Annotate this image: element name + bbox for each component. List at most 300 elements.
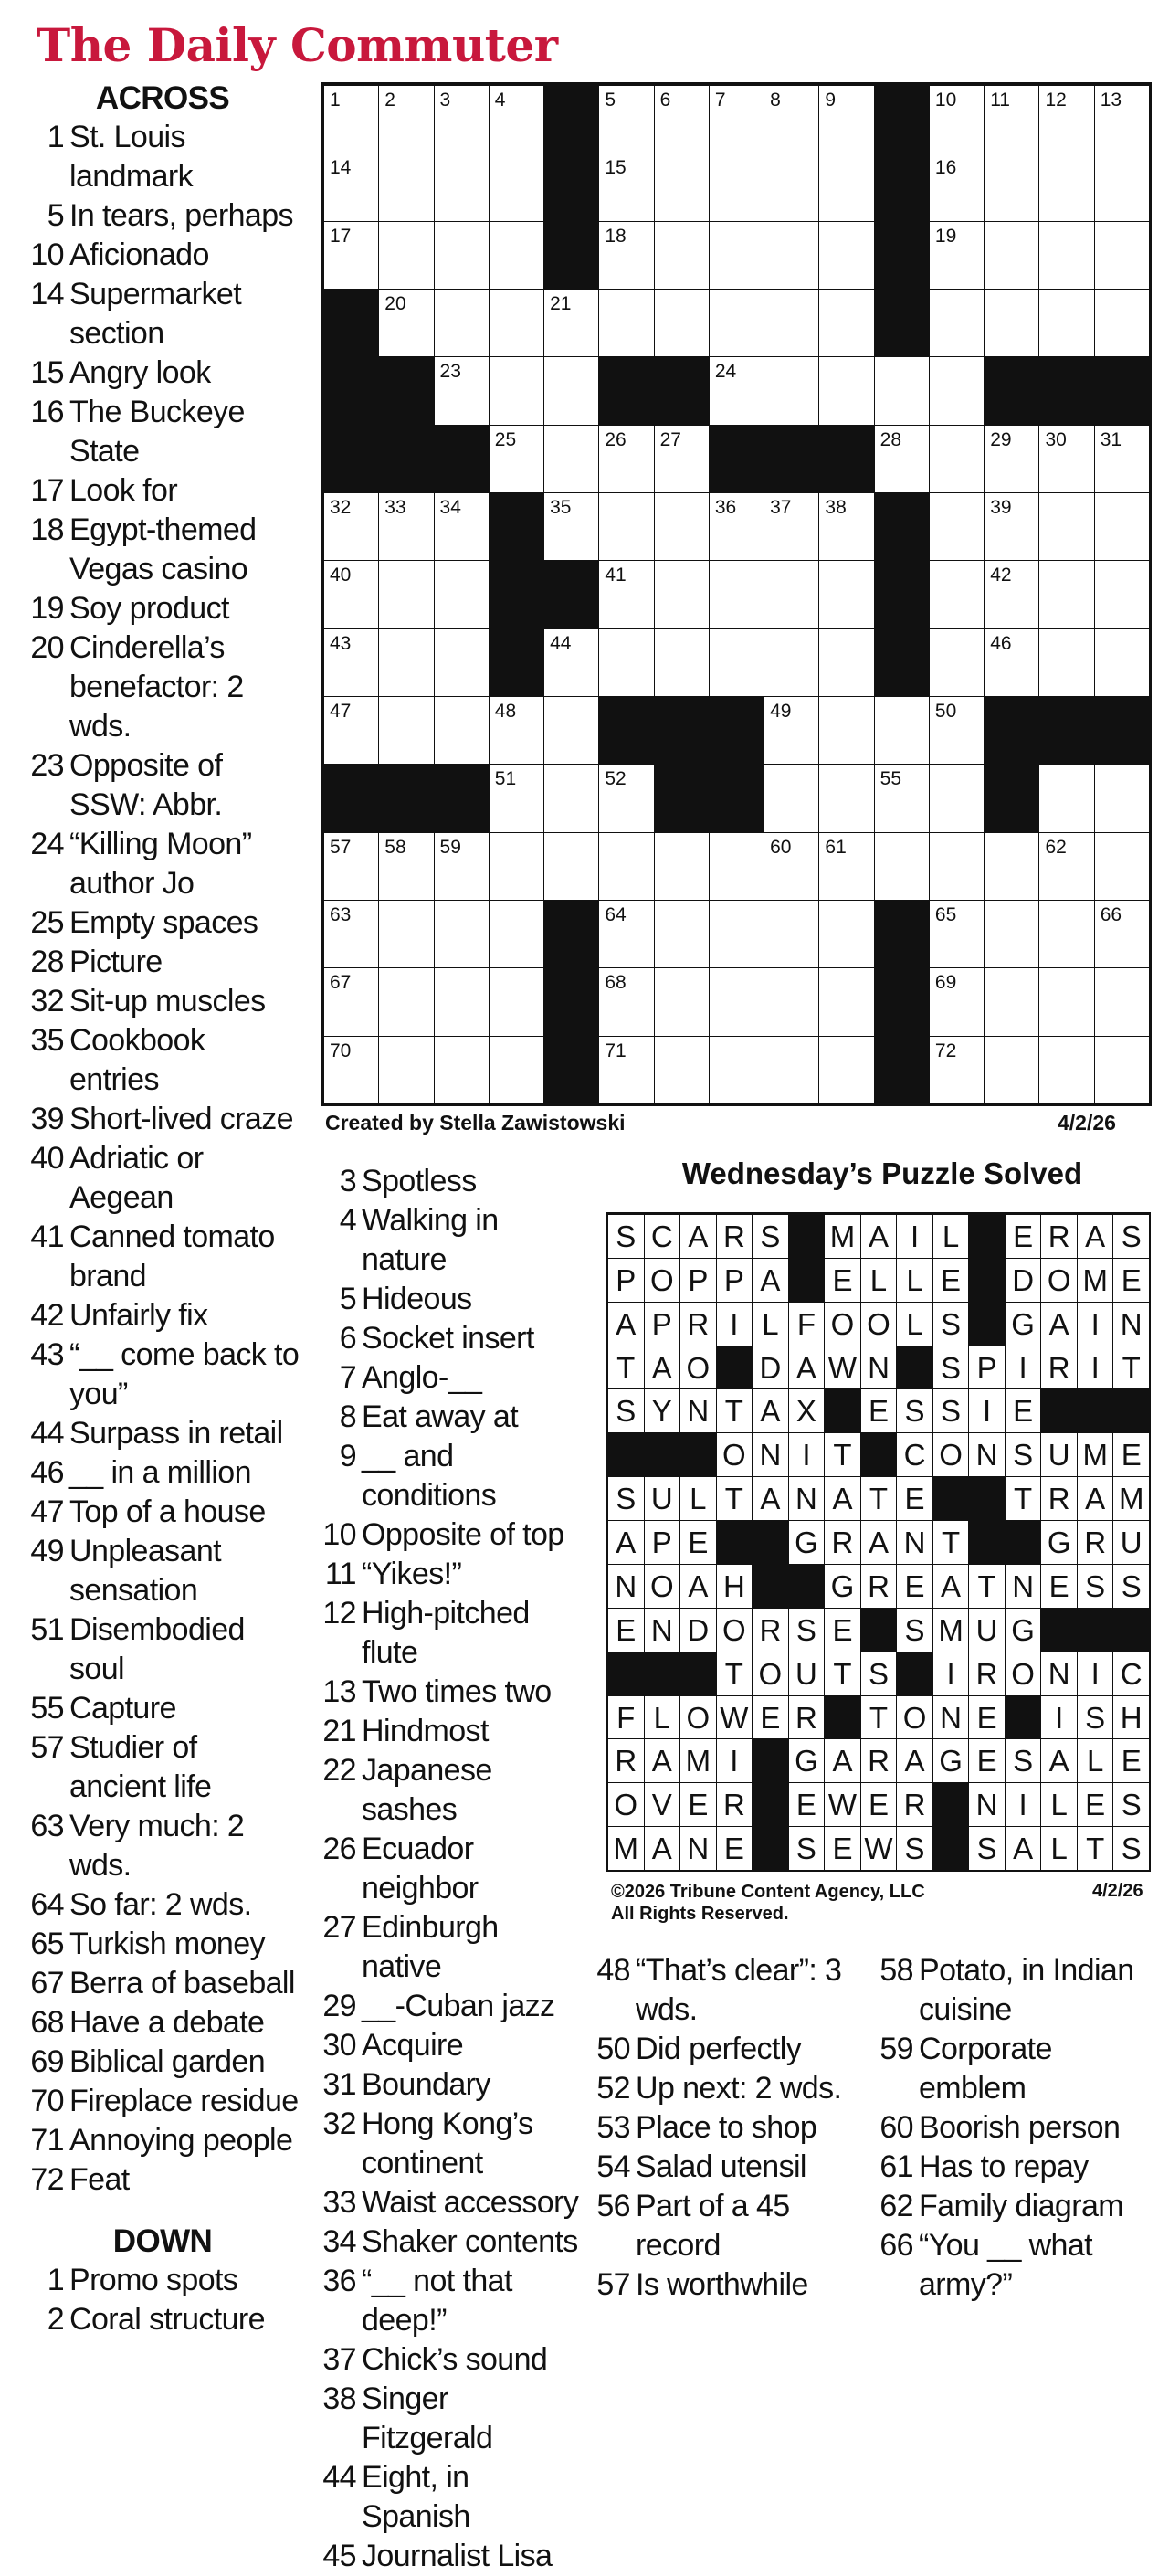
- clue-text: Singer Fitzgerald: [362, 2381, 493, 2455]
- clue-number: 45: [322, 2539, 356, 2573]
- solution-letter: S: [932, 1346, 970, 1390]
- down-clue: [318, 1751, 583, 1830]
- grid-cell[interactable]: [434, 85, 490, 153]
- solution-letter: R: [607, 1738, 645, 1783]
- grid-cell[interactable]: [929, 832, 985, 901]
- clue-number: 2: [47, 2302, 64, 2337]
- puzzle-date: 4/2/26: [1058, 1111, 1116, 1135]
- grid-cell[interactable]: [929, 289, 985, 357]
- grid-cell[interactable]: [764, 832, 819, 901]
- grid-cell[interactable]: [984, 900, 1039, 968]
- solution-letter: I: [716, 1302, 753, 1346]
- grid-cell[interactable]: [984, 560, 1039, 628]
- grid-cell[interactable]: [378, 900, 434, 968]
- grid-cell[interactable]: [818, 356, 874, 425]
- clue-text: So far: 2 wds.: [69, 1887, 252, 1922]
- clue-number: 59: [879, 2032, 913, 2066]
- grid-cell[interactable]: [984, 1036, 1039, 1104]
- clue-text: Look for: [69, 473, 178, 508]
- grid-cell[interactable]: [543, 425, 599, 493]
- clue-number: 55: [30, 1691, 64, 1726]
- grid-cell[interactable]: [984, 425, 1039, 493]
- grid-cell[interactable]: [598, 900, 654, 968]
- solution-letter: O: [896, 1695, 933, 1740]
- grid-cell[interactable]: [654, 560, 710, 628]
- clue-text: Place to shop: [636, 2110, 817, 2145]
- black-square: [378, 764, 434, 832]
- grid-cell[interactable]: [598, 425, 654, 493]
- grid-cell[interactable]: [323, 628, 379, 697]
- down-clue: [318, 1162, 583, 1201]
- cell-number: 18: [605, 225, 627, 247]
- solution-black-square: [824, 1695, 861, 1740]
- grid-cell[interactable]: [1094, 492, 1150, 561]
- grid-cell[interactable]: [654, 1036, 710, 1104]
- grid-cell[interactable]: [598, 153, 654, 221]
- solution-letter: D: [752, 1346, 789, 1390]
- grid-cell[interactable]: [378, 153, 434, 221]
- grid-cell[interactable]: [764, 221, 819, 290]
- across-clue: [26, 628, 300, 746]
- grid-cell[interactable]: [764, 967, 819, 1036]
- clue-text: Spotless: [362, 1164, 477, 1198]
- grid-cell[interactable]: [709, 1036, 764, 1104]
- grid-cell[interactable]: [818, 85, 874, 153]
- grid-cell[interactable]: [654, 967, 710, 1036]
- grid-cell[interactable]: [764, 560, 819, 628]
- grid-cell[interactable]: [434, 1036, 490, 1104]
- grid-cell[interactable]: [1094, 764, 1150, 832]
- grid-cell[interactable]: [764, 289, 819, 357]
- grid-cell[interactable]: [984, 832, 1039, 901]
- grid-cell[interactable]: [874, 764, 930, 832]
- grid-cell[interactable]: [489, 221, 544, 290]
- clue-text: Cinderella’s benefactor: 2 wds.: [69, 630, 244, 744]
- grid-cell[interactable]: [434, 289, 490, 357]
- grid-cell[interactable]: [709, 356, 764, 425]
- grid-cell[interactable]: [654, 628, 710, 697]
- grid-cell[interactable]: [434, 696, 490, 765]
- solution-letter: M: [1077, 1258, 1114, 1303]
- cell-number: 47: [330, 701, 352, 722]
- solution-letter: E: [607, 1608, 645, 1652]
- solution-letter: L: [1040, 1782, 1078, 1827]
- grid-cell[interactable]: [434, 356, 490, 425]
- grid-cell[interactable]: [818, 696, 874, 765]
- cell-number: 16: [934, 157, 957, 179]
- grid-cell[interactable]: [929, 628, 985, 697]
- cell-number: 50: [934, 701, 957, 722]
- grid-cell[interactable]: [323, 832, 379, 901]
- down-clue: [318, 1437, 583, 1515]
- grid-cell[interactable]: [489, 289, 544, 357]
- grid-cell[interactable]: [984, 492, 1039, 561]
- grid-cell[interactable]: [929, 1036, 985, 1104]
- solution-letter: V: [644, 1782, 681, 1827]
- grid-cell[interactable]: [984, 153, 1039, 221]
- solution-letter: E: [679, 1782, 717, 1827]
- across-clue: [26, 1807, 300, 1885]
- grid-cell[interactable]: [709, 832, 764, 901]
- grid-cell[interactable]: [818, 560, 874, 628]
- grid-cell[interactable]: [818, 832, 874, 901]
- clue-number: 8: [339, 1399, 356, 1434]
- grid-cell[interactable]: [1038, 764, 1094, 832]
- grid-cell[interactable]: [654, 153, 710, 221]
- solution-black-square: [716, 1346, 753, 1390]
- grid-cell[interactable]: [598, 289, 654, 357]
- solution-letter: T: [932, 1520, 970, 1565]
- solution-black-square: [716, 1520, 753, 1565]
- grid-cell[interactable]: [323, 221, 379, 290]
- grid-cell[interactable]: [434, 900, 490, 968]
- clue-number: 32: [322, 2106, 356, 2141]
- grid-cell[interactable]: [984, 289, 1039, 357]
- grid-cell[interactable]: [489, 832, 544, 901]
- grid-cell[interactable]: [1038, 85, 1094, 153]
- grid-cell[interactable]: [323, 85, 379, 153]
- grid-cell[interactable]: [709, 289, 764, 357]
- grid-cell[interactable]: [598, 221, 654, 290]
- solution-letter: E: [932, 1258, 970, 1303]
- across-clue: [26, 825, 300, 903]
- grid-cell[interactable]: [489, 967, 544, 1036]
- clue-number: 44: [30, 1416, 64, 1451]
- clue-text: Opposite of SSW: Abbr.: [69, 748, 223, 822]
- grid-cell[interactable]: [489, 153, 544, 221]
- grid-cell[interactable]: [489, 900, 544, 968]
- grid-cell[interactable]: [1094, 85, 1150, 153]
- grid-cell[interactable]: [1094, 221, 1150, 290]
- cell-number: 58: [384, 836, 406, 858]
- grid-cell[interactable]: [323, 696, 379, 765]
- down-clue: [592, 2265, 866, 2305]
- grid-cell[interactable]: [709, 900, 764, 968]
- masthead-title: The Daily Commuter: [37, 18, 558, 72]
- solution-letter: A: [644, 1346, 681, 1390]
- down-clue: [875, 2108, 1160, 2148]
- grid-cell[interactable]: [929, 560, 985, 628]
- grid-cell[interactable]: [378, 1036, 434, 1104]
- solution-letter: L: [679, 1476, 717, 1521]
- grid-cell[interactable]: [598, 560, 654, 628]
- cell-number: 57: [330, 836, 352, 858]
- grid-cell[interactable]: [1038, 628, 1094, 697]
- solution-letter: I: [788, 1432, 826, 1477]
- clue-number: 1: [47, 120, 64, 154]
- grid-cell[interactable]: [489, 764, 544, 832]
- grid-cell[interactable]: [323, 1036, 379, 1104]
- cell-number: 62: [1045, 836, 1067, 858]
- grid-cell[interactable]: [929, 425, 985, 493]
- grid-cell[interactable]: [709, 967, 764, 1036]
- grid-cell[interactable]: [378, 696, 434, 765]
- grid-cell[interactable]: [709, 153, 764, 221]
- grid-cell[interactable]: [1038, 153, 1094, 221]
- solution-letter: A: [752, 1258, 789, 1303]
- clue-text: Short-lived craze: [69, 1102, 293, 1136]
- cell-number: 70: [330, 1040, 352, 1061]
- grid-cell[interactable]: [874, 696, 930, 765]
- grid-cell[interactable]: [818, 900, 874, 968]
- grid-cell[interactable]: [543, 832, 599, 901]
- grid-cell[interactable]: [598, 967, 654, 1036]
- grid-cell[interactable]: [543, 356, 599, 425]
- solution-letter: G: [788, 1520, 826, 1565]
- grid-cell[interactable]: [929, 967, 985, 1036]
- grid-cell[interactable]: [874, 832, 930, 901]
- cell-number: 9: [825, 90, 837, 111]
- grid-cell[interactable]: [709, 560, 764, 628]
- clue-number: 5: [47, 198, 64, 233]
- clue-text: Two times two: [362, 1674, 552, 1709]
- grid-cell[interactable]: [1094, 628, 1150, 697]
- grid-cell[interactable]: [654, 85, 710, 153]
- grid-cell[interactable]: [434, 221, 490, 290]
- clue-text: Angry look: [69, 355, 211, 390]
- solution-letter: W: [824, 1782, 861, 1827]
- down-clue: [318, 2222, 583, 2262]
- grid-cell[interactable]: [323, 967, 379, 1036]
- solution-letter: D: [679, 1608, 717, 1652]
- grid-cell[interactable]: [1094, 900, 1150, 968]
- clue-number: 49: [30, 1534, 64, 1568]
- solution-letter: P: [644, 1520, 681, 1565]
- grid-cell[interactable]: [434, 153, 490, 221]
- grid-cell[interactable]: [984, 221, 1039, 290]
- grid-cell[interactable]: [378, 492, 434, 561]
- black-square: [709, 696, 764, 765]
- solution-letter: W: [824, 1346, 861, 1390]
- grid-cell[interactable]: [434, 832, 490, 901]
- grid-cell[interactable]: [323, 153, 379, 221]
- grid-cell[interactable]: [323, 492, 379, 561]
- grid-cell[interactable]: [598, 764, 654, 832]
- black-square: [378, 356, 434, 425]
- grid-cell[interactable]: [709, 492, 764, 561]
- grid-cell[interactable]: [489, 425, 544, 493]
- grid-cell[interactable]: [1094, 153, 1150, 221]
- grid-cell[interactable]: [598, 85, 654, 153]
- solution-letter: R: [788, 1695, 826, 1740]
- clue-number: 37: [322, 2342, 356, 2377]
- grid-cell[interactable]: [818, 289, 874, 357]
- clue-number: 1: [47, 2263, 64, 2297]
- across-clue: [26, 1493, 300, 1532]
- clue-number: 63: [30, 1809, 64, 1843]
- grid-cell[interactable]: [764, 900, 819, 968]
- grid-cell[interactable]: [434, 560, 490, 628]
- clue-text: “__ come back to you”: [69, 1337, 300, 1411]
- grid-cell[interactable]: [1094, 832, 1150, 901]
- clue-text: Biblical garden: [69, 2044, 266, 2079]
- grid-cell[interactable]: [764, 628, 819, 697]
- grid-cell[interactable]: [654, 221, 710, 290]
- grid-cell[interactable]: [818, 628, 874, 697]
- grid-cell[interactable]: [378, 289, 434, 357]
- grid-cell[interactable]: [929, 900, 985, 968]
- cell-number: 7: [714, 90, 726, 111]
- solution-letter: I: [968, 1388, 1006, 1433]
- grid-cell[interactable]: [1038, 221, 1094, 290]
- black-square: [874, 560, 930, 628]
- clue-number: 9: [339, 1439, 356, 1473]
- grid-cell[interactable]: [598, 1036, 654, 1104]
- solution-letter: L: [896, 1258, 933, 1303]
- grid-cell[interactable]: [1038, 900, 1094, 968]
- cell-number: 31: [1100, 428, 1122, 450]
- solution-black-square: [824, 1388, 861, 1433]
- across-clue: [26, 1414, 300, 1453]
- grid-cell[interactable]: [818, 153, 874, 221]
- grid-cell[interactable]: [929, 696, 985, 765]
- grid-cell[interactable]: [378, 85, 434, 153]
- grid-cell[interactable]: [1038, 560, 1094, 628]
- grid-cell[interactable]: [874, 356, 930, 425]
- grid-cell[interactable]: [929, 153, 985, 221]
- solution-black-square: [860, 1608, 898, 1652]
- grid-cell[interactable]: [489, 356, 544, 425]
- grid-cell[interactable]: [378, 628, 434, 697]
- solution-letter: S: [607, 1476, 645, 1521]
- grid-cell[interactable]: [543, 289, 599, 357]
- grid-cell[interactable]: [598, 832, 654, 901]
- grid-cell[interactable]: [1038, 492, 1094, 561]
- solution-letter: A: [752, 1388, 789, 1433]
- grid-cell[interactable]: [323, 560, 379, 628]
- grid-cell[interactable]: [598, 628, 654, 697]
- solution-letter: S: [1112, 1826, 1150, 1871]
- grid-cell[interactable]: [1038, 289, 1094, 357]
- grid-cell[interactable]: [434, 967, 490, 1036]
- grid-cell[interactable]: [764, 153, 819, 221]
- grid-cell[interactable]: [874, 425, 930, 493]
- grid-cell[interactable]: [929, 764, 985, 832]
- rights-line: All Rights Reserved.: [611, 1904, 789, 1924]
- solution-letter: S: [860, 1652, 898, 1696]
- grid-cell[interactable]: [1094, 425, 1150, 493]
- grid-cell[interactable]: [818, 1036, 874, 1104]
- clue-text: Unpleasant sensation: [69, 1534, 222, 1608]
- solution-letter: E: [1005, 1214, 1042, 1259]
- grid-cell[interactable]: [929, 492, 985, 561]
- clue-number: 16: [30, 395, 64, 429]
- grid-cell[interactable]: [598, 492, 654, 561]
- clue-text: “Killing Moon” author Jo: [69, 827, 252, 901]
- grid-cell[interactable]: [764, 492, 819, 561]
- solution-letter: A: [607, 1302, 645, 1346]
- grid-cell[interactable]: [764, 696, 819, 765]
- grid-cell[interactable]: [709, 221, 764, 290]
- grid-cell[interactable]: [489, 85, 544, 153]
- grid-cell[interactable]: [543, 628, 599, 697]
- grid-cell[interactable]: [818, 492, 874, 561]
- solution-letter: T: [607, 1346, 645, 1390]
- cell-number: 49: [770, 701, 792, 722]
- grid-cell[interactable]: [818, 221, 874, 290]
- grid-cell[interactable]: [764, 1036, 819, 1104]
- black-square: [874, 85, 930, 153]
- clue-number: 27: [322, 1910, 356, 1945]
- solution-letter: N: [860, 1346, 898, 1390]
- grid-cell[interactable]: [818, 967, 874, 1036]
- solution-letter: I: [716, 1738, 753, 1783]
- clue-number: 64: [30, 1887, 64, 1922]
- grid-cell[interactable]: [1038, 832, 1094, 901]
- grid-cell[interactable]: [929, 85, 985, 153]
- grid-cell[interactable]: [984, 967, 1039, 1036]
- grid-cell[interactable]: [489, 1036, 544, 1104]
- grid-cell[interactable]: [654, 832, 710, 901]
- cell-number: 17: [330, 225, 352, 247]
- black-square: [598, 696, 654, 765]
- grid-cell[interactable]: [543, 764, 599, 832]
- grid-cell[interactable]: [654, 900, 710, 968]
- solution-black-square: [932, 1782, 970, 1827]
- clue-number: 69: [30, 2044, 64, 2079]
- grid-cell[interactable]: [654, 425, 710, 493]
- solution-letter: I: [1077, 1302, 1114, 1346]
- clue-number: 10: [30, 238, 64, 272]
- grid-cell[interactable]: [378, 221, 434, 290]
- grid-cell[interactable]: [654, 492, 710, 561]
- grid-cell[interactable]: [764, 356, 819, 425]
- solution-letter: E: [968, 1695, 1006, 1740]
- grid-cell[interactable]: [434, 492, 490, 561]
- black-square: [984, 764, 1039, 832]
- grid-cell[interactable]: [654, 289, 710, 357]
- grid-cell[interactable]: [1094, 967, 1150, 1036]
- grid-cell[interactable]: [764, 85, 819, 153]
- grid-cell[interactable]: [378, 560, 434, 628]
- grid-cell[interactable]: [1094, 1036, 1150, 1104]
- solution-black-square: [860, 1432, 898, 1477]
- clue-text: Acquire: [362, 2028, 464, 2063]
- grid-cell[interactable]: [929, 356, 985, 425]
- grid-cell[interactable]: [489, 696, 544, 765]
- grid-cell[interactable]: [818, 764, 874, 832]
- solution-letter: O: [679, 1695, 717, 1740]
- grid-cell[interactable]: [709, 628, 764, 697]
- grid-cell[interactable]: [764, 764, 819, 832]
- across-clue: [26, 1100, 300, 1139]
- grid-cell[interactable]: [1038, 425, 1094, 493]
- grid-cell[interactable]: [543, 492, 599, 561]
- solution-letter: R: [968, 1652, 1006, 1696]
- grid-cell[interactable]: [323, 900, 379, 968]
- solution-letter: I: [1005, 1346, 1042, 1390]
- grid-cell[interactable]: [1038, 1036, 1094, 1104]
- grid-cell[interactable]: [1038, 967, 1094, 1036]
- grid-cell[interactable]: [984, 85, 1039, 153]
- cell-number: 33: [384, 497, 406, 518]
- grid-cell[interactable]: [709, 85, 764, 153]
- grid-cell[interactable]: [929, 221, 985, 290]
- solution-letter: S: [788, 1826, 826, 1871]
- clue-number: 43: [30, 1337, 64, 1372]
- grid-cell[interactable]: [1094, 289, 1150, 357]
- black-square: [489, 628, 544, 697]
- grid-cell[interactable]: [984, 628, 1039, 697]
- clue-number: 38: [322, 2381, 356, 2416]
- grid-cell[interactable]: [378, 967, 434, 1036]
- black-square: [709, 764, 764, 832]
- grid-cell[interactable]: [543, 696, 599, 765]
- grid-cell[interactable]: [378, 832, 434, 901]
- grid-cell[interactable]: [1094, 560, 1150, 628]
- grid-cell[interactable]: [434, 628, 490, 697]
- clue-number: 12: [322, 1596, 356, 1631]
